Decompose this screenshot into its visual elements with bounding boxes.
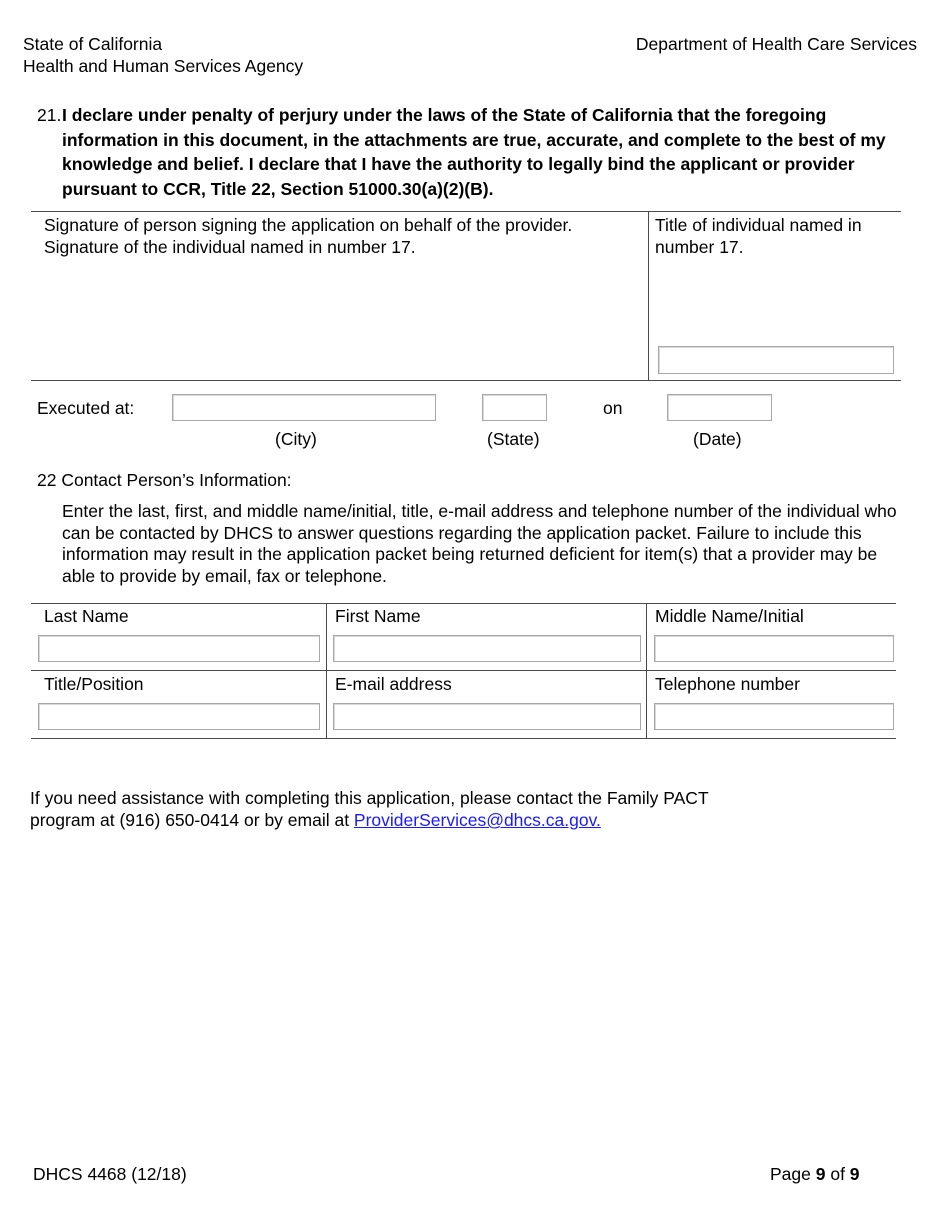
- title-input[interactable]: [658, 346, 894, 374]
- last-name-input[interactable]: [38, 635, 320, 662]
- contact-table-middle: [31, 670, 896, 671]
- phone-input[interactable]: [654, 703, 894, 730]
- contact-table-col2: [646, 603, 647, 739]
- state-caption: (State): [487, 429, 540, 449]
- state-input[interactable]: [482, 394, 547, 421]
- declaration-text: I declare under penalty of perjury under the laws of the State of California that the foregoing information in this document, in the attachments are true, accurate, and complete to the best of my knowledge and belief. I declare that I have the authority to legally bind the applicant or provider pursuant to CCR, Title 22, Section 51000.30(a)(2)(B).: [62, 105, 886, 199]
- contact-table-top: [31, 603, 896, 604]
- page-current: 9: [815, 1164, 826, 1184]
- city-caption: (City): [275, 429, 317, 449]
- title-position-label: Title/Position: [44, 674, 144, 694]
- middle-name-input[interactable]: [654, 635, 894, 662]
- title-position-input[interactable]: [38, 703, 320, 730]
- page-total: 9: [849, 1164, 860, 1184]
- declaration: [37, 103, 907, 201]
- last-name-label: Last Name: [44, 606, 129, 626]
- phone-label: Telephone number: [655, 674, 800, 694]
- assistance-note: [30, 787, 830, 831]
- assistance-line2: [30, 809, 830, 831]
- email-input[interactable]: [333, 703, 641, 730]
- first-name-input[interactable]: [333, 635, 641, 662]
- middle-name-label: Middle Name/Initial: [655, 606, 804, 626]
- header-state: State of California: [23, 34, 163, 54]
- executed-label: Executed at:: [37, 398, 135, 418]
- provider-services-email-link[interactable]: ProviderServices@dhcs.ca.gov.: [353, 810, 601, 830]
- first-name-label: First Name: [335, 606, 421, 626]
- contact-table-col1: [326, 603, 327, 739]
- signature-label: [44, 214, 644, 258]
- city-input[interactable]: [172, 394, 436, 421]
- page-number: [770, 1163, 860, 1185]
- page-of: of: [825, 1164, 850, 1184]
- assistance-line2-text: program at (916) 650-0414 or by email at: [30, 810, 354, 830]
- header-agency: [23, 33, 303, 77]
- declaration-number: 21.: [37, 105, 62, 125]
- on-label: on: [603, 398, 623, 418]
- title-label: [655, 214, 895, 258]
- signature-bottom-rule: [31, 380, 901, 381]
- header-agency-name: Health and Human Services Agency: [23, 56, 304, 76]
- signature-label-line1: Signature of person signing the application on behalf of the provider.: [44, 215, 573, 235]
- assistance-line1: If you need assistance with completing this application, please contact the Family PACT: [30, 788, 709, 808]
- contact-instructions: Enter the last, first, and middle name/initial, title, e-mail address and telephone number of the individual who can be contacted by DHCS to answer questions regarding the application packet. Failure to include this information may result in the application packet being returned deficient for item(s) that a provider may be able to provide by email, fax or telephone.: [62, 501, 897, 586]
- header-department: Department of Health Care Services: [635, 34, 917, 54]
- signature-label-line2: Signature of the individual named in number 17.: [44, 237, 416, 257]
- contact-table-bottom: [31, 738, 896, 739]
- signature-divider: [648, 211, 649, 381]
- date-input[interactable]: [667, 394, 772, 421]
- title-label-line2: number 17.: [655, 237, 744, 257]
- date-caption: (Date): [693, 429, 742, 449]
- title-label-line1: Title of individual named in: [655, 215, 862, 235]
- email-label: E-mail address: [335, 674, 452, 694]
- page-word: Page: [770, 1164, 816, 1184]
- contact-heading: 22 Contact Person’s Information:: [37, 470, 292, 490]
- form-id: DHCS 4468 (12/18): [33, 1164, 187, 1184]
- signature-top-rule: [31, 211, 901, 212]
